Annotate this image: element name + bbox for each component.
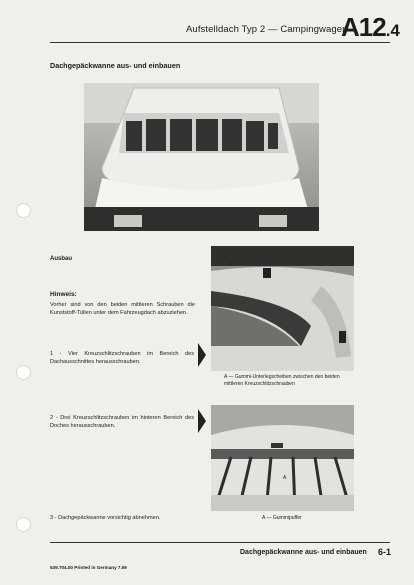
binder-hole-2 xyxy=(16,365,31,380)
marker-a-2: A xyxy=(283,475,287,481)
binder-hole-3 xyxy=(16,517,31,532)
section-title: Dachgepäckwanne aus- und einbauen xyxy=(50,61,181,70)
hinweis-text: Vorher sind von den beiden mittleren Schrauben die Kunststoff-Tüllen unter dem Fahrzeugdach abzuziehen. xyxy=(50,302,195,317)
caption-photo-2: A — Gummi-Unterlegscheiben zwischen den beiden mittleren Kreuzschlitzschrauben xyxy=(224,374,340,387)
header-rule xyxy=(50,42,390,43)
photo-rear-rack xyxy=(211,405,354,511)
page-number: 6-1 xyxy=(378,547,392,557)
section-code xyxy=(341,12,400,43)
header-title: Aufstelldach Typ 2 — Campingwagen xyxy=(186,24,348,35)
hinweis-label: Hinweis: xyxy=(50,291,77,298)
photo-roof-top-view xyxy=(84,83,319,231)
pointer-arrow-2 xyxy=(198,409,206,433)
step-1: 1 - Vier Kreuzschlitzschrauben im Bereich des Dachausschnittes herausschrauben. xyxy=(50,351,194,366)
caption-photo-3: A — Gummipuffer xyxy=(262,515,302,521)
step-3: 3 - Dachgepäckwanne vorsichtig abnehmen. xyxy=(50,515,161,521)
step-2: 2 - Drei Kreuzschlitzschrauben im hinteren Bereich des Doches herausschrauben. xyxy=(50,415,194,430)
binder-hole-1 xyxy=(16,203,31,218)
section-code-sub: .4 xyxy=(385,21,400,40)
footer-title: Dachgepäckwanne aus- und einbauen xyxy=(240,549,367,556)
photo-screws-cutout xyxy=(211,246,354,371)
print-note: 539.704.00 Printed in Germany 7.69 xyxy=(50,565,127,570)
footer-rule xyxy=(50,542,390,543)
ausbau-heading: Ausbau xyxy=(50,256,73,262)
section-code-main: A12 xyxy=(341,12,386,42)
marker-a-1: A xyxy=(228,262,232,268)
pointer-arrow-1 xyxy=(198,343,206,367)
